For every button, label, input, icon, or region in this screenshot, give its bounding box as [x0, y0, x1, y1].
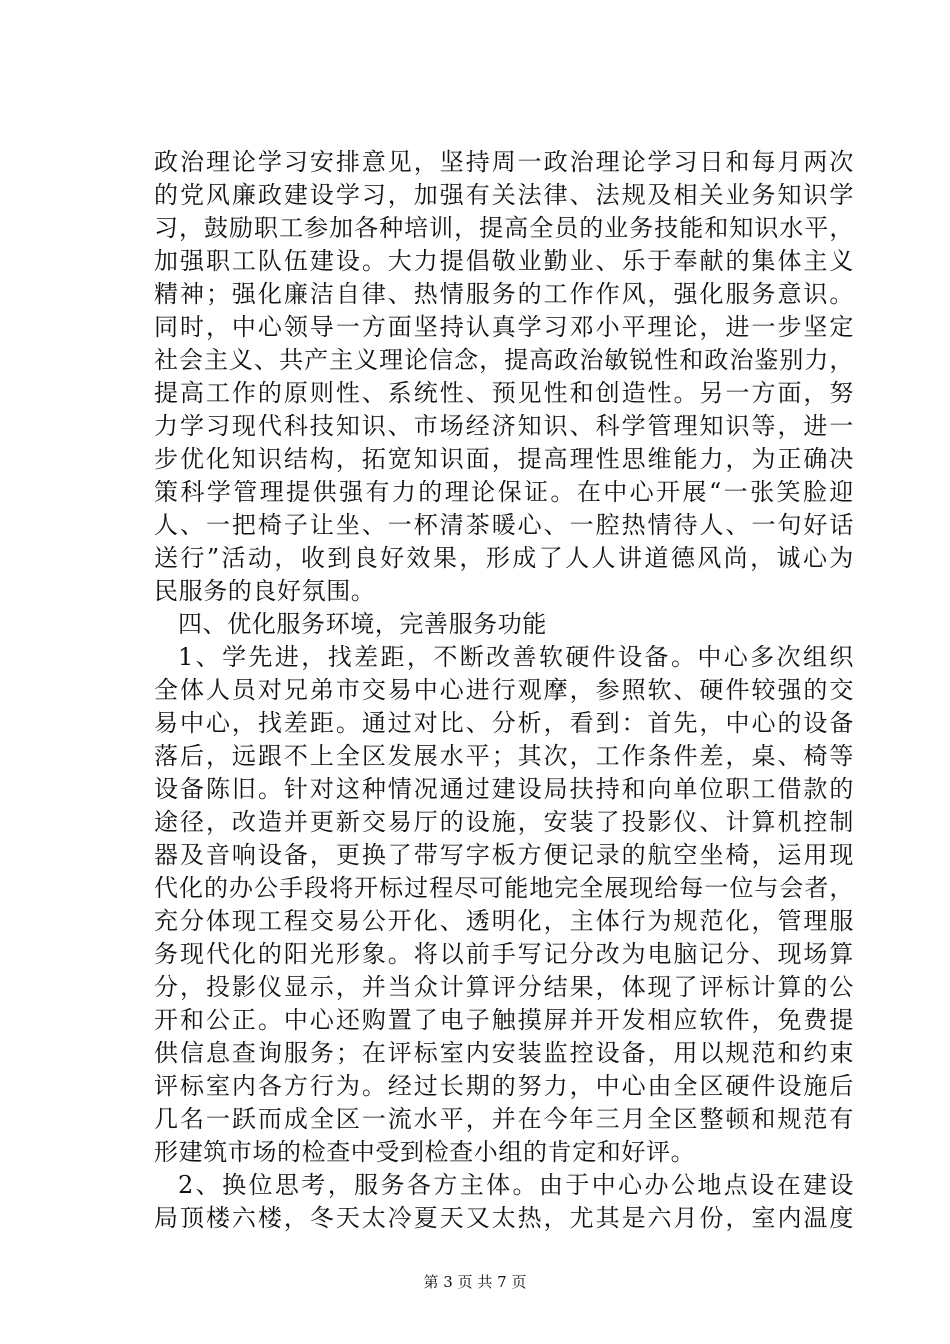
text-line: 精神；强化廉洁自律、热情服务的工作作风，强化服务意识。	[154, 280, 854, 308]
text-line: 开和公正。中心还购置了电子触摸屏并开发相应软件，免费提	[154, 1006, 854, 1034]
section-heading: 四、优化服务环境，完善服务功能	[178, 610, 547, 638]
paragraph-first-line: 1、学先进，找差距，不断改善软硬件设备。中心多次组织	[178, 643, 854, 671]
text-line: 分，投影仪显示，并当众计算评分结果，体现了评标计算的公	[154, 973, 854, 1001]
text-line: 形建筑市场的检查中受到检查小组的肯定和好评。	[154, 1138, 696, 1166]
text-line: 社会主义、共产主义理论信念，提高政治敏锐性和政治鉴别力，	[154, 346, 854, 374]
text-line: 设备陈旧。针对这种情况通过建设局扶持和向单位职工借款的	[154, 775, 854, 803]
text-line: 的党风廉政建设学习，加强有关法律、法规及相关业务知识学	[154, 181, 854, 209]
text-line: 易中心，找差距。通过对比、分析，看到：首先，中心的设备	[154, 709, 854, 737]
page-footer: 第 3 页 共 7 页	[423, 1273, 527, 1291]
text-line: 力学习现代科技知识、市场经济知识、科学管理知识等，进一	[154, 412, 854, 440]
text-line: 政治理论学习安排意见，坚持周一政治理论学习日和每月两次	[154, 148, 854, 176]
text-line: 途径，改造并更新交易厅的设施，安装了投影仪、计算机控制	[154, 808, 854, 836]
text-line: 人、一把椅子让坐、一杯清茶暖心、一腔热情待人、一句好话	[154, 511, 854, 539]
text-line: 全体人员对兄弟市交易中心进行观摩，参照软、硬件较强的交	[154, 676, 854, 704]
text-line: 代化的办公手段将开标过程尽可能地完全展现给每一位与会者，	[154, 874, 854, 902]
text-line: 供信息查询服务；在评标室内安装监控设备，用以规范和约束	[154, 1039, 854, 1067]
text-line: 同时，中心领导一方面坚持认真学习邓小平理论，进一步坚定	[154, 313, 854, 341]
paragraph-first-line: 2、换位思考，服务各方主体。由于中心办公地点设在建设	[178, 1171, 854, 1199]
text-line: 加强职工队伍建设。大力提倡敬业勤业、乐于奉献的集体主义	[154, 247, 854, 275]
text-line: 民服务的良好氛围。	[154, 577, 376, 605]
text-line: 习，鼓励职工参加各种培训，提高全员的业务技能和知识水平，	[154, 214, 854, 242]
text-line: 提高工作的原则性、系统性、预见性和创造性。另一方面，努	[154, 379, 854, 407]
text-line: 充分体现工程交易公开化、透明化，主体行为规范化，管理服	[154, 907, 854, 935]
text-line: 步优化知识结构，拓宽知识面，提高理性思维能力，为正确决	[154, 445, 854, 473]
text-line: 策科学管理提供强有力的理论保证。在中心开展“一张笑脸迎	[154, 478, 854, 506]
text-line: 落后，远跟不上全区发展水平；其次，工作条件差，桌、椅等	[154, 742, 854, 770]
text-line: 务现代化的阳光形象。将以前手写记分改为电脑记分、现场算	[154, 940, 854, 968]
text-line: 器及音响设备，更换了带写字板方便记录的航空坐椅，运用现	[154, 841, 854, 869]
text-line: 评标室内各方行为。经过长期的努力，中心由全区硬件设施后	[154, 1072, 854, 1100]
text-line: 送行”活动，收到良好效果，形成了人人讲道德风尚，诚心为	[154, 544, 854, 572]
body-text	[154, 146, 854, 1235]
text-line: 几名一跃而成全区一流水平，并在今年三月全区整顿和规范有	[154, 1105, 854, 1133]
text-line: 局顶楼六楼，冬天太冷夏天又太热，尤其是六月份，室内温度	[154, 1204, 854, 1232]
